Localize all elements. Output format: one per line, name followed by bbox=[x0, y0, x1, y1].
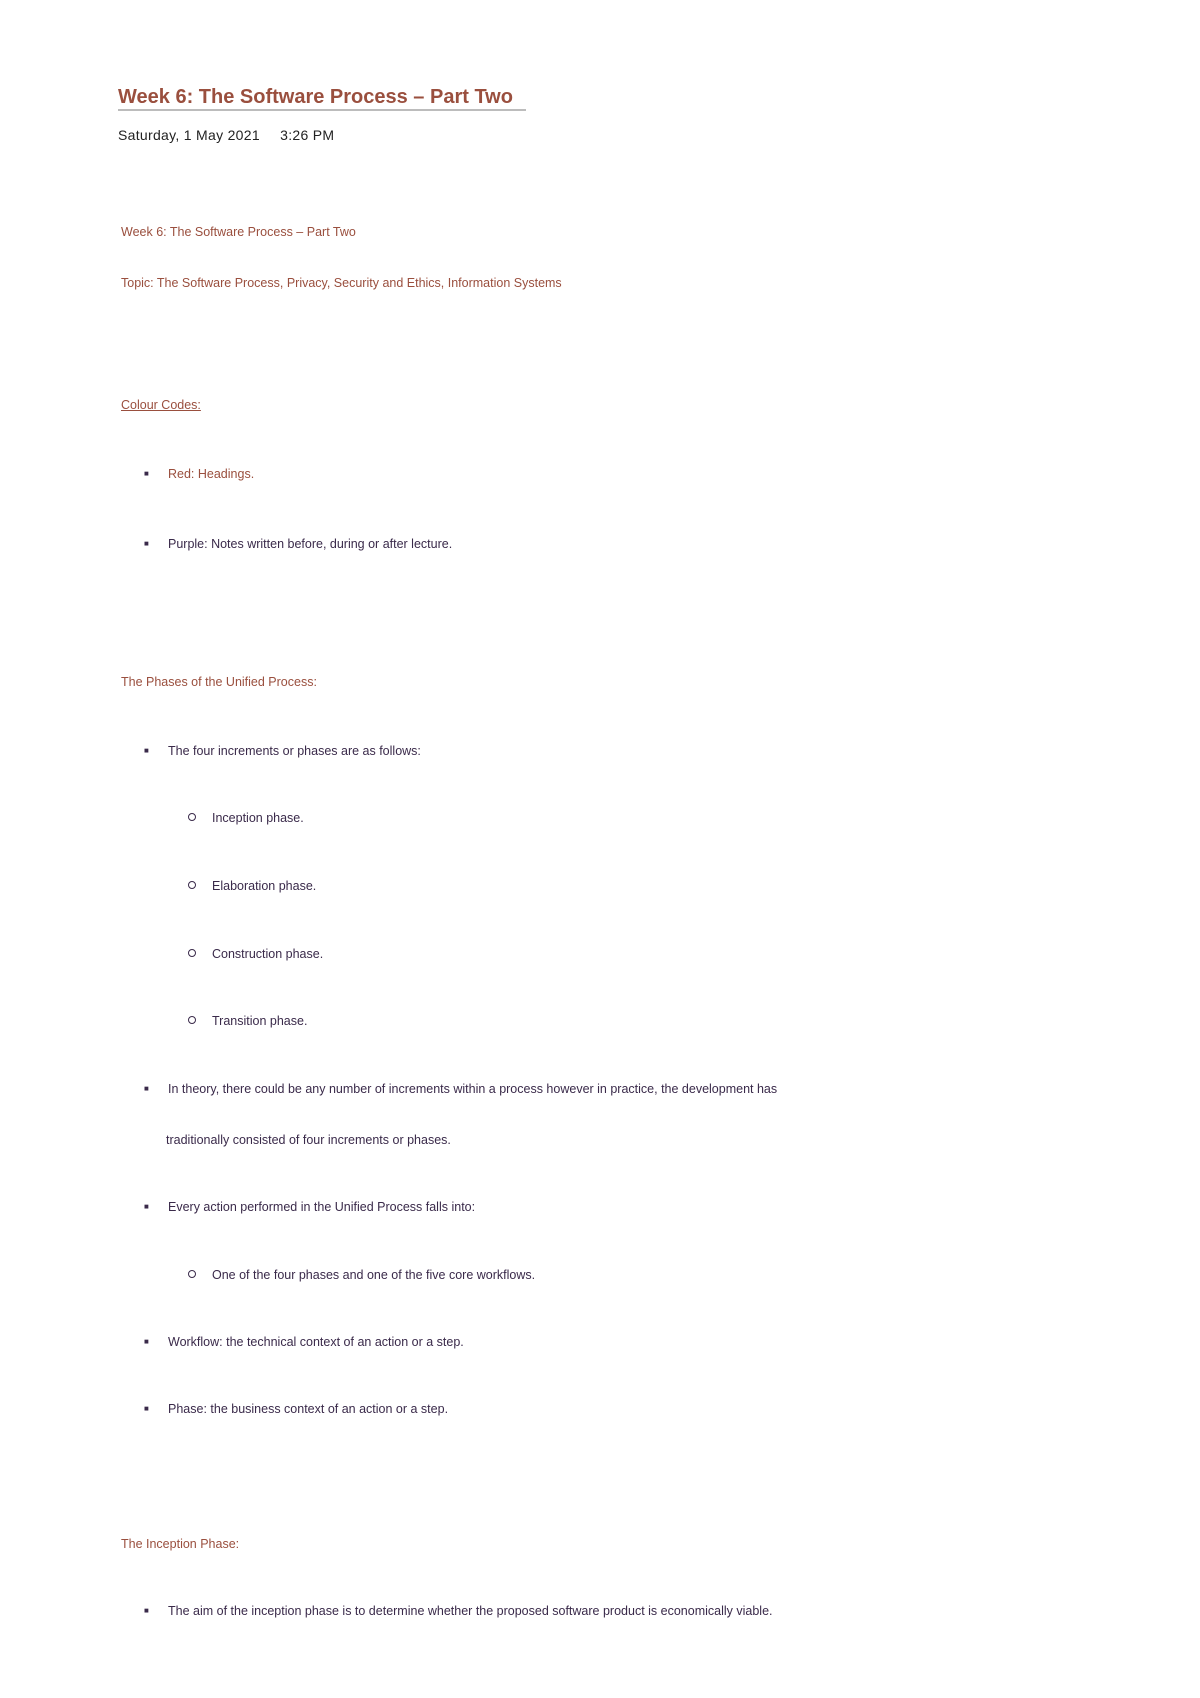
page-title: Week 6: The Software Process – Part Two bbox=[118, 86, 513, 108]
subtitle: Week 6: The Software Process – Part Two bbox=[121, 225, 356, 239]
inception-heading: The Inception Phase: bbox=[121, 1537, 240, 1551]
action-sub: One of the four phases and one of the five core workflows. bbox=[212, 1268, 536, 1282]
colour-code-purple: Purple: Notes written before, during or after lecture. bbox=[168, 537, 453, 551]
title-underline bbox=[118, 109, 526, 111]
square-bullet-icon: ■ bbox=[144, 1202, 149, 1211]
page-time: 3:26 PM bbox=[280, 127, 335, 143]
theory-line-1: In theory, there could be any number of increments within a process however in practice, the development has bbox=[168, 1082, 778, 1096]
square-bullet-icon: ■ bbox=[144, 1404, 149, 1413]
circle-bullet-icon bbox=[188, 813, 196, 821]
square-bullet-icon: ■ bbox=[144, 1606, 149, 1615]
phase-item: Construction phase. bbox=[212, 947, 324, 961]
phase-item: Elaboration phase. bbox=[212, 879, 317, 893]
circle-bullet-icon bbox=[188, 881, 196, 889]
phase-definition: Phase: the business context of an action or a step. bbox=[168, 1402, 449, 1416]
circle-bullet-icon bbox=[188, 949, 196, 957]
circle-bullet-icon bbox=[188, 1016, 196, 1024]
square-bullet-icon: ■ bbox=[144, 746, 149, 755]
topic-line: Topic: The Software Process, Privacy, Security and Ethics, Information Systems bbox=[121, 276, 562, 290]
page-datetime bbox=[118, 127, 334, 143]
square-bullet-icon: ■ bbox=[144, 1337, 149, 1346]
colour-code-red: Red: Headings. bbox=[168, 467, 255, 481]
page-date: Saturday, 1 May 2021 bbox=[118, 127, 260, 143]
phases-intro: The four increments or phases are as follows: bbox=[168, 744, 421, 758]
action-intro: Every action performed in the Unified Process falls into: bbox=[168, 1200, 476, 1214]
inception-aim: The aim of the inception phase is to determine whether the proposed software product is economically viable. bbox=[168, 1604, 773, 1618]
square-bullet-icon: ■ bbox=[144, 469, 149, 478]
phase-item: Inception phase. bbox=[212, 811, 304, 825]
square-bullet-icon: ■ bbox=[144, 1084, 149, 1093]
phases-heading: The Phases of the Unified Process: bbox=[121, 675, 317, 689]
square-bullet-icon: ■ bbox=[144, 539, 149, 548]
workflow-definition: Workflow: the technical context of an action or a step. bbox=[168, 1335, 464, 1349]
circle-bullet-icon bbox=[188, 1270, 196, 1278]
phase-item: Transition phase. bbox=[212, 1014, 308, 1028]
colour-codes-heading: Colour Codes: bbox=[121, 398, 201, 412]
theory-line-2: traditionally consisted of four increments or phases. bbox=[166, 1133, 451, 1147]
